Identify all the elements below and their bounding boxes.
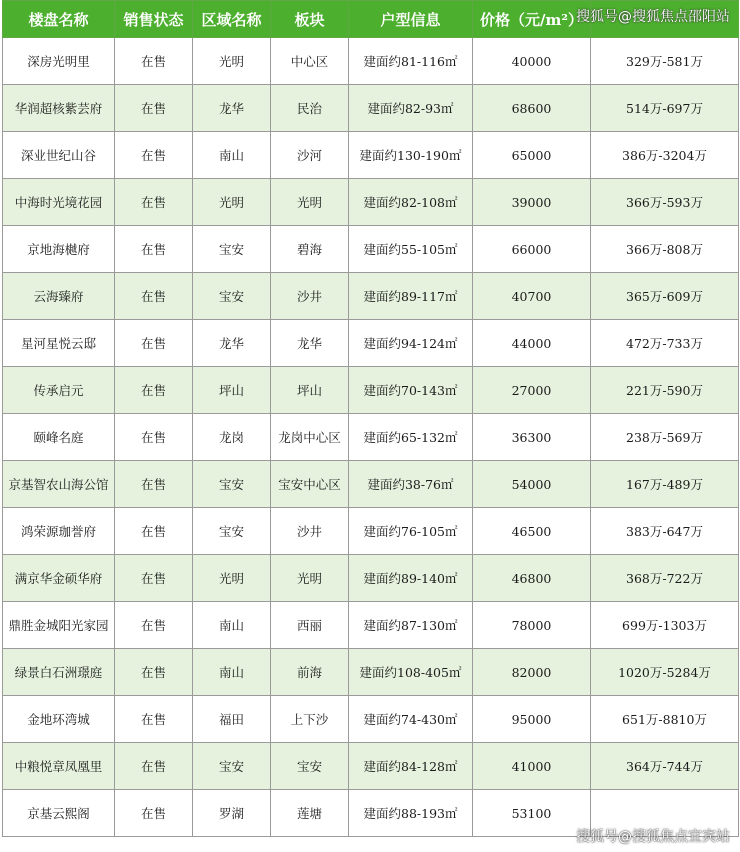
cell-price: 54000	[473, 461, 591, 508]
table-row	[3, 602, 739, 649]
cell-total: 651万-8810万	[591, 696, 739, 743]
cell-status: 在售	[115, 320, 193, 367]
cell-total: 365万-609万	[591, 273, 739, 320]
cell-status: 在售	[115, 85, 193, 132]
cell-district: 坪山	[193, 367, 271, 414]
cell-area: 西丽	[271, 602, 349, 649]
table-row	[3, 743, 739, 790]
table-row	[3, 696, 739, 743]
cell-area: 碧海	[271, 226, 349, 273]
cell-total: 368万-722万	[591, 555, 739, 602]
cell-price: 66000	[473, 226, 591, 273]
cell-price: 95000	[473, 696, 591, 743]
watermark-top: 搜狐号@搜狐焦点邵阳站	[576, 9, 730, 25]
cell-district: 光明	[193, 38, 271, 85]
cell-status: 在售	[115, 790, 193, 837]
table-row	[3, 226, 739, 273]
cell-name: 京地海樾府	[3, 226, 115, 273]
cell-price: 27000	[473, 367, 591, 414]
cell-price: 36300	[473, 414, 591, 461]
cell-name: 中粮悦章凤凰里	[3, 743, 115, 790]
cell-price: 46500	[473, 508, 591, 555]
cell-status: 在售	[115, 367, 193, 414]
cell-district: 宝安	[193, 508, 271, 555]
cell-district: 龙岗	[193, 414, 271, 461]
cell-status: 在售	[115, 38, 193, 85]
cell-district: 龙华	[193, 320, 271, 367]
cell-layout: 建面约76-105㎡	[349, 508, 473, 555]
cell-price: 46800	[473, 555, 591, 602]
table-row	[3, 85, 739, 132]
cell-layout: 建面约130-190㎡	[349, 132, 473, 179]
cell-total: 383万-647万	[591, 508, 739, 555]
cell-total: 366万-808万	[591, 226, 739, 273]
cell-name: 鸿荣源珈誉府	[3, 508, 115, 555]
cell-name: 金地环湾城	[3, 696, 115, 743]
col-header-name: 楼盘名称	[3, 1, 115, 38]
cell-name: 京基智农山海公馆	[3, 461, 115, 508]
cell-district: 宝安	[193, 461, 271, 508]
table-row	[3, 508, 739, 555]
cell-district: 南山	[193, 132, 271, 179]
cell-district: 宝安	[193, 743, 271, 790]
cell-price: 39000	[473, 179, 591, 226]
cell-layout: 建面约94-124㎡	[349, 320, 473, 367]
cell-name: 京基云熙阁	[3, 790, 115, 837]
cell-district: 龙华	[193, 85, 271, 132]
cell-district: 宝安	[193, 273, 271, 320]
cell-name: 深业世纪山谷	[3, 132, 115, 179]
cell-total: 514万-697万	[591, 85, 739, 132]
cell-area: 光明	[271, 179, 349, 226]
col-header-layout: 户型信息	[349, 1, 473, 38]
cell-layout: 建面约89-117㎡	[349, 273, 473, 320]
table-row	[3, 649, 739, 696]
table-row	[3, 555, 739, 602]
table-row	[3, 367, 739, 414]
cell-area: 中心区	[271, 38, 349, 85]
cell-area: 沙河	[271, 132, 349, 179]
cell-district: 罗湖	[193, 790, 271, 837]
cell-area: 龙华	[271, 320, 349, 367]
cell-total: 221万-590万	[591, 367, 739, 414]
cell-status: 在售	[115, 743, 193, 790]
col-header-district: 区域名称	[193, 1, 271, 38]
cell-total: 364万-744万	[591, 743, 739, 790]
cell-price: 53100	[473, 790, 591, 837]
cell-area: 前海	[271, 649, 349, 696]
cell-layout: 建面约38-76㎡	[349, 461, 473, 508]
table-row	[3, 273, 739, 320]
col-header-status: 销售状态	[115, 1, 193, 38]
cell-area: 宝安	[271, 743, 349, 790]
cell-total: 329万-581万	[591, 38, 739, 85]
cell-layout: 建面约82-93㎡	[349, 85, 473, 132]
watermark-bottom: 搜狐号@搜狐焦点宜宾站	[576, 829, 730, 845]
cell-area: 上下沙	[271, 696, 349, 743]
cell-total: 238万-569万	[591, 414, 739, 461]
cell-name: 华润超核紫芸府	[3, 85, 115, 132]
cell-status: 在售	[115, 602, 193, 649]
cell-layout: 建面约70-143㎡	[349, 367, 473, 414]
cell-layout: 建面约74-430㎡	[349, 696, 473, 743]
property-price-table	[2, 0, 739, 837]
cell-name: 满京华金硕华府	[3, 555, 115, 602]
cell-price: 82000	[473, 649, 591, 696]
table-row	[3, 179, 739, 226]
cell-area: 坪山	[271, 367, 349, 414]
cell-area: 民治	[271, 85, 349, 132]
cell-layout: 建面约87-130㎡	[349, 602, 473, 649]
cell-price: 41000	[473, 743, 591, 790]
table-row	[3, 320, 739, 367]
cell-name: 星河星悦云邸	[3, 320, 115, 367]
cell-total: 699万-1303万	[591, 602, 739, 649]
table-body	[3, 38, 739, 837]
cell-name: 颐峰名庭	[3, 414, 115, 461]
cell-district: 光明	[193, 555, 271, 602]
cell-district: 南山	[193, 649, 271, 696]
cell-status: 在售	[115, 649, 193, 696]
cell-area: 宝安中心区	[271, 461, 349, 508]
cell-price: 65000	[473, 132, 591, 179]
cell-name: 中海时光境花园	[3, 179, 115, 226]
cell-layout: 建面约88-193㎡	[349, 790, 473, 837]
cell-status: 在售	[115, 461, 193, 508]
table-row	[3, 414, 739, 461]
cell-name: 深房光明里	[3, 38, 115, 85]
col-header-price: 价格（元/m²）	[473, 1, 591, 38]
cell-price: 78000	[473, 602, 591, 649]
cell-total: 366万-593万	[591, 179, 739, 226]
cell-area: 光明	[271, 555, 349, 602]
cell-name: 绿景白石洲璟庭	[3, 649, 115, 696]
cell-layout: 建面约65-132㎡	[349, 414, 473, 461]
cell-area: 莲塘	[271, 790, 349, 837]
cell-area: 沙井	[271, 273, 349, 320]
cell-area: 沙井	[271, 508, 349, 555]
cell-district: 宝安	[193, 226, 271, 273]
cell-layout: 建面约81-116㎡	[349, 38, 473, 85]
cell-price: 40700	[473, 273, 591, 320]
cell-district: 南山	[193, 602, 271, 649]
table-row	[3, 132, 739, 179]
cell-price: 40000	[473, 38, 591, 85]
table-row	[3, 461, 739, 508]
cell-name: 鼎胜金城阳光家园	[3, 602, 115, 649]
cell-status: 在售	[115, 273, 193, 320]
cell-area: 龙岗中心区	[271, 414, 349, 461]
cell-price: 44000	[473, 320, 591, 367]
cell-district: 光明	[193, 179, 271, 226]
cell-status: 在售	[115, 179, 193, 226]
cell-status: 在售	[115, 555, 193, 602]
cell-name: 传承启元	[3, 367, 115, 414]
cell-total: 386万-3204万	[591, 132, 739, 179]
col-header-area: 板块	[271, 1, 349, 38]
cell-status: 在售	[115, 414, 193, 461]
table-row	[3, 38, 739, 85]
cell-layout: 建面约82-108㎡	[349, 179, 473, 226]
cell-layout: 建面约55-105㎡	[349, 226, 473, 273]
cell-layout: 建面约89-140㎡	[349, 555, 473, 602]
cell-status: 在售	[115, 696, 193, 743]
cell-price: 68600	[473, 85, 591, 132]
cell-total: 472万-733万	[591, 320, 739, 367]
cell-layout: 建面约108-405㎡	[349, 649, 473, 696]
cell-status: 在售	[115, 508, 193, 555]
cell-status: 在售	[115, 226, 193, 273]
cell-total: 1020万-5284万	[591, 649, 739, 696]
cell-total: 167万-489万	[591, 461, 739, 508]
cell-district: 福田	[193, 696, 271, 743]
cell-status: 在售	[115, 132, 193, 179]
cell-name: 云海臻府	[3, 273, 115, 320]
cell-layout: 建面约84-128㎡	[349, 743, 473, 790]
